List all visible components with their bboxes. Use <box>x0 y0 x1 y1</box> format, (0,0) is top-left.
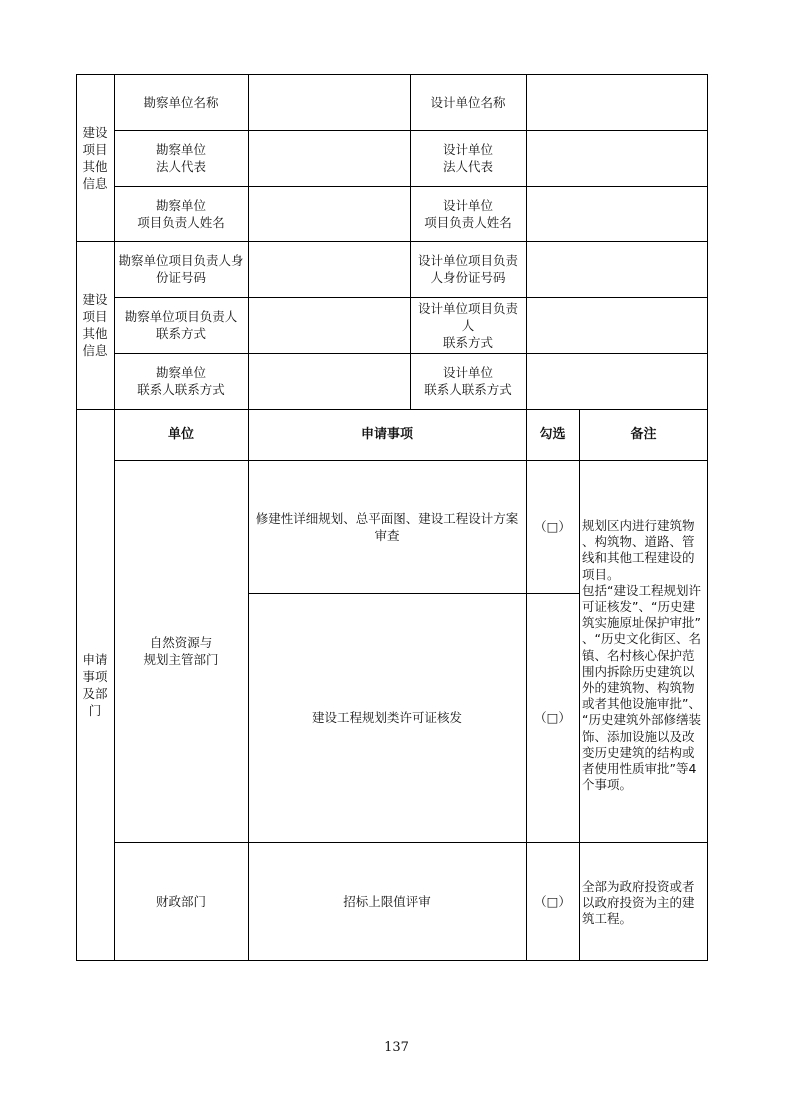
header-unit: 单位 <box>167 427 194 442</box>
survey-unit-name-label: 勘察单位名称 <box>143 94 219 110</box>
dept-natural-resources: 自然资源与 规划主管部门 <box>143 635 219 667</box>
design-leader-id-field[interactable] <box>526 241 708 297</box>
checkbox-detailed-planning[interactable]: （□） <box>534 519 571 534</box>
design-unit-name-label: 设计单位名称 <box>430 94 506 110</box>
survey-contact-person-field[interactable] <box>248 353 410 409</box>
design-contact-person-label: 设计单位 联系人联系方式 <box>424 365 512 397</box>
section-label-project-info-2: 建设项目其他信息 <box>82 292 108 358</box>
design-unit-legal-rep-label: 设计单位 法人代表 <box>442 142 493 174</box>
design-project-leader-field[interactable] <box>526 186 708 241</box>
survey-leader-id-label: 勘察单位项目负责人身 份证号码 <box>118 253 244 285</box>
design-unit-legal-rep-field[interactable] <box>526 130 708 186</box>
design-unit-name-field[interactable] <box>526 74 708 130</box>
design-project-leader-label: 设计单位 项目负责人姓名 <box>424 197 512 230</box>
remark-government-investment: 全部为政府投资或者 以政府投资为主的建 筑工程。 <box>582 879 695 927</box>
header-remark: 备注 <box>630 427 657 442</box>
header-application-item: 申请事项 <box>360 427 413 442</box>
item-planning-permit: 建设工程规划类许可证核发 <box>311 710 462 725</box>
checkbox-bid-cap[interactable]: （□） <box>534 894 571 909</box>
dept-finance: 财政部门 <box>155 894 206 909</box>
survey-leader-contact-field[interactable] <box>248 297 410 353</box>
section-label-application: 申请事项及部门 <box>82 652 108 718</box>
survey-project-leader-field[interactable] <box>248 186 410 241</box>
design-leader-contact-label: 设计单位项目负责 人 联系方式 <box>417 300 518 350</box>
design-leader-contact-field[interactable] <box>526 297 708 353</box>
survey-leader-id-field[interactable] <box>248 241 410 297</box>
item-detailed-planning-review: 修建性详细规划、总平面图、建设工程设计方案 审查 <box>255 510 519 543</box>
design-contact-person-field[interactable] <box>526 353 708 409</box>
header-check: 勾选 <box>539 427 566 442</box>
design-leader-id-label: 设计单位项目负责 人身份证号码 <box>417 253 518 285</box>
page-number: 137 <box>384 1040 409 1055</box>
survey-unit-name-field[interactable] <box>248 74 410 130</box>
remark-planning: 规划区内进行建筑物 、构筑物、道路、管 线和其他工程建设的 项目。 包括“建设工程规划许 可证核发”、“历史建 筑实施原址保护审批” 、“历史文化街区、名 镇、名村核心保护范 围内拆除历史建筑以 外的建筑物、构筑物 或者其他设施审批”、 “历史建筑外部修缮装 饰、添加设施以及改 变历史建筑的结构或 者使用性质审批”等4 个事项。 <box>582 518 701 793</box>
survey-contact-person-label: 勘察单位 联系人联系方式 <box>137 365 225 397</box>
survey-unit-legal-rep-label: 勘察单位 法人代表 <box>155 142 206 174</box>
survey-unit-legal-rep-field[interactable] <box>248 130 410 186</box>
survey-project-leader-label: 勘察单位 项目负责人姓名 <box>137 197 225 230</box>
section-label-project-info-1: 建设项目其他信息 <box>82 124 108 191</box>
survey-leader-contact-label: 勘察单位项目负责人 联系方式 <box>124 309 238 341</box>
checkbox-planning-permit[interactable]: （□） <box>534 710 571 725</box>
item-bid-cap-review: 招标上限值评审 <box>343 894 431 909</box>
